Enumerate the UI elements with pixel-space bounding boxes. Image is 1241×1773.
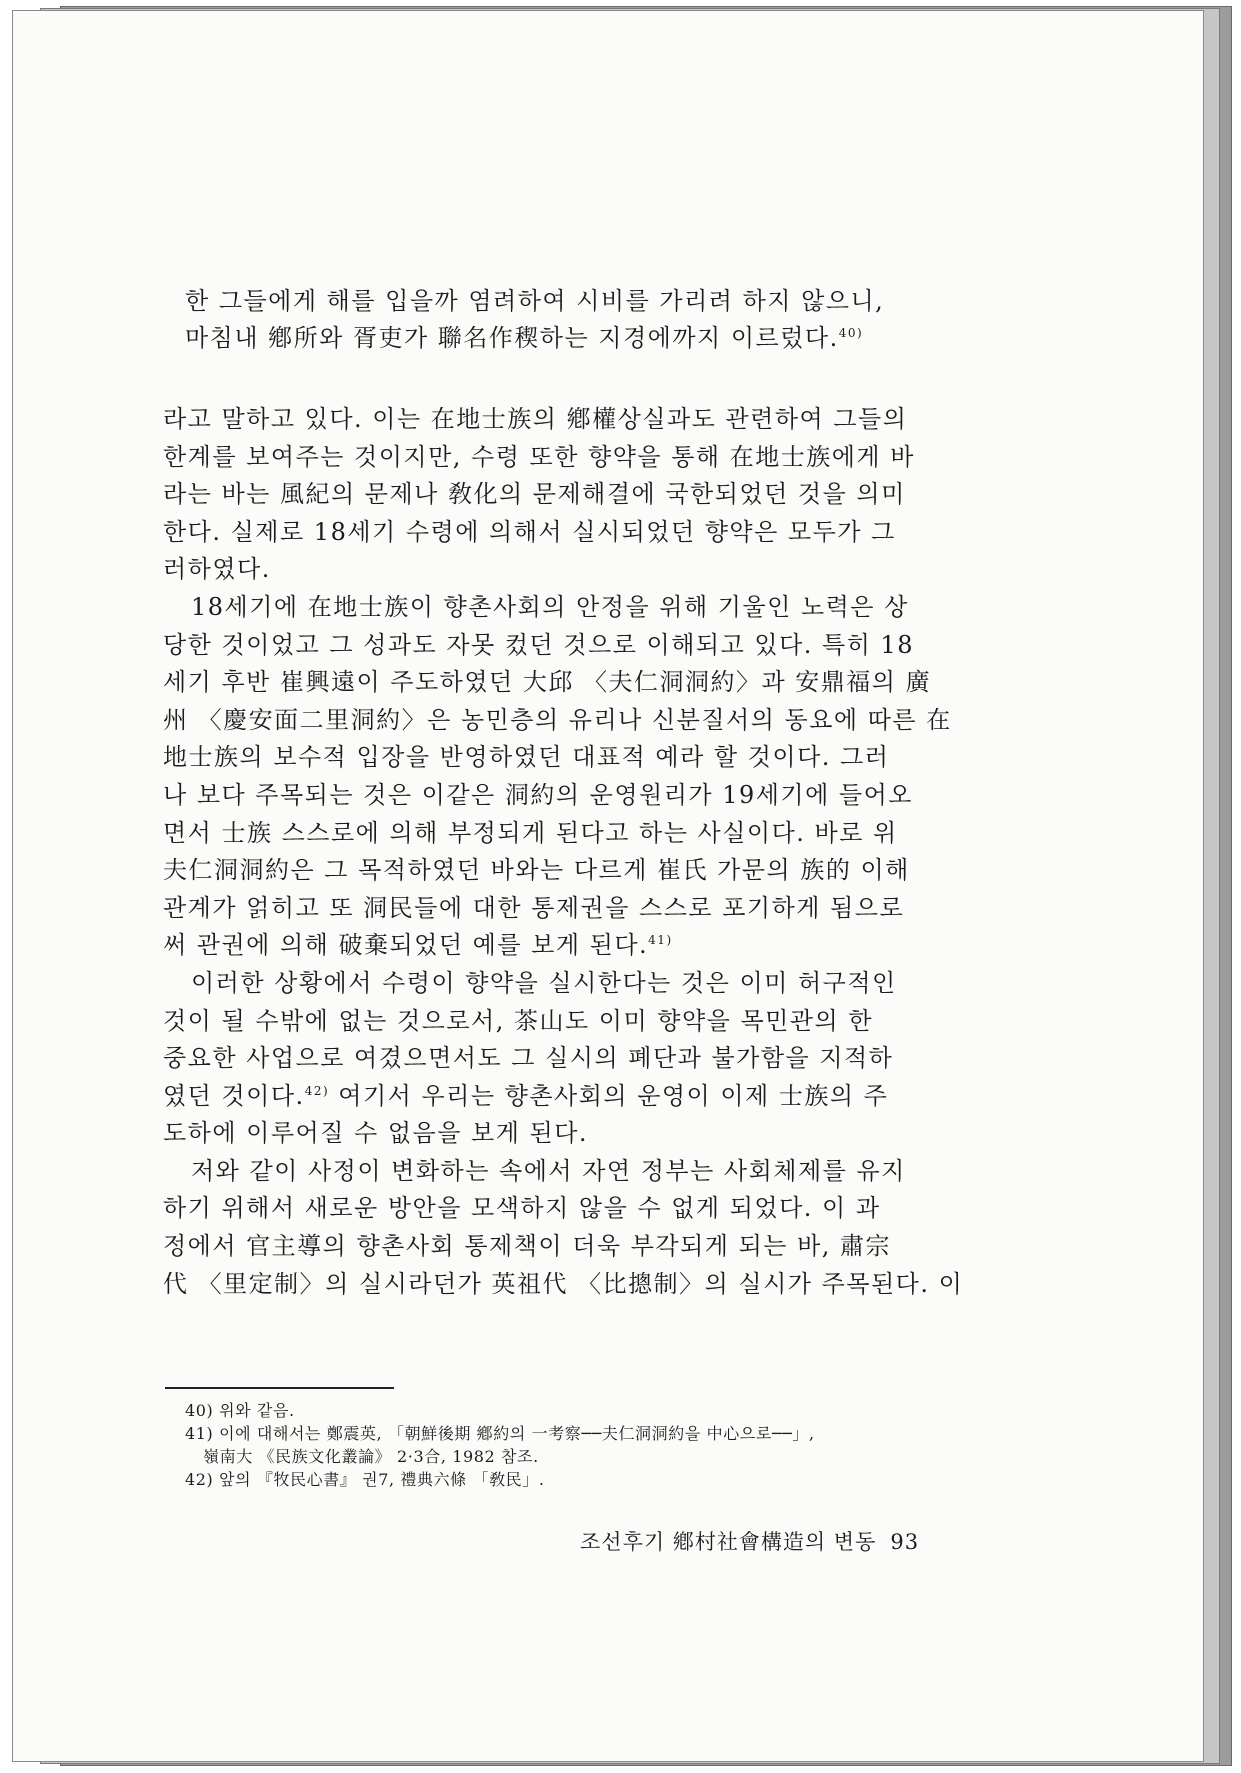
- body-line: 면서 士族 스스로에 의해 부정되게 된다고 하는 사실이다. 바로 위: [163, 818, 898, 847]
- body-line: 중요한 사업으로 여겼으면서도 그 실시의 폐단과 불가함을 지적하: [163, 1044, 894, 1073]
- footnote-divider: [165, 1387, 394, 1389]
- body-line: 관계가 얽히고 또 洞民들에 대한 통제권을 스스로 포기하게 됨으로: [163, 893, 905, 922]
- quote-line: 마침내 鄕所와 胥吏가 聯名作稧하는 지경에까지 이르렀다.$^{40)}$: [185, 324, 864, 352]
- page-number: 93: [890, 1530, 920, 1554]
- body-line: 夫仁洞洞約은 그 목적하였던 바와는 다르게 崔氏 가문의 族的 이해: [163, 856, 910, 885]
- body-line: 당한 것이었고 그 성과도 자못 컸던 것으로 이해되고 있다. 특히 18: [163, 630, 915, 659]
- body-line: 라고 말하고 있다. 이는 在地士族의 鄕權상실과도 관련하여 그들의: [163, 405, 908, 433]
- body-text: [163, 401, 975, 1303]
- body-line: 한다. 실제로 18세기 수령에 의해서 실시되었던 향약은 모두가 그: [163, 517, 896, 546]
- paragraph-start: 18세기에 在地士族이 향촌사회의 안정을 위해 기울인 노력은 상: [191, 592, 909, 621]
- body-line: 였던 것이다.$^{42)}$ 여기서 우리는 향촌사회의 운영이 이제 士族의 주: [163, 1081, 889, 1110]
- footnote-ref-40: 40): [838, 326, 864, 340]
- body-line: 하기 위해서 새로운 방안을 모색하지 않을 수 없게 되었다. 이 과: [163, 1194, 881, 1223]
- footnotes: [185, 1399, 985, 1491]
- body-line: 州 〈慶安面二里洞約〉은 농민층의 유리나 신분질서의 동요에 따른 在: [163, 705, 952, 734]
- paragraph-start: 이러한 상황에서 수령이 향약을 실시한다는 것은 이미 허구적인: [191, 968, 897, 997]
- footnote-40: 40) 위와 같음.: [185, 1401, 295, 1420]
- footnote-ref-42: 42): [304, 1083, 330, 1098]
- footnote-42: 42) 앞의 『牧民心書』 권7, 禮典六條 「敎民」.: [185, 1470, 545, 1489]
- body-line: 세기 후반 崔興遠이 주도하였던 大邱 〈夫仁洞洞約〉과 安鼎福의 廣: [163, 668, 932, 697]
- body-line: 한계를 보여주는 것이지만, 수령 또한 향약을 통해 在地士族에게 바: [163, 442, 915, 471]
- footnote-ref-41: 41): [648, 933, 673, 948]
- quote-line: 한 그들에게 해를 입을까 염려하여 시비를 가리려 하지 않으니,: [185, 287, 885, 315]
- body-line: 나 보다 주목되는 것은 이같은 洞約의 운영원리가 19세기에 들어오: [163, 780, 913, 809]
- body-line: 러하였다.: [163, 555, 271, 584]
- body-line: 代 〈里定制〉의 실시라던가 英祖代 〈比摠制〉의 실시가 주목된다. 이: [163, 1269, 964, 1298]
- running-footer: [580, 1526, 980, 1556]
- block-quote: [185, 283, 975, 357]
- body-line: 地士族의 보수적 입장을 반영하였던 대표적 예라 할 것이다. 그러: [163, 743, 890, 772]
- body-line: 것이 될 수밖에 없는 것으로서, 茶山도 이미 향약을 목민관의 한: [163, 1006, 874, 1035]
- footnote-41: 41) 이에 대해서는 鄭震英, 「朝鮮後期 鄕約의 一考察──夫仁洞洞約을 中心으로──」,: [185, 1424, 815, 1443]
- footnote-41-continued: 嶺南大 《民族文化叢論》 2·3合, 1982 참조.: [203, 1447, 539, 1466]
- running-title: 조선후기 鄕村社會構造의 변동: [580, 1530, 877, 1554]
- body-line: 라는 바는 風紀의 문제나 敎化의 문제해결에 국한되었던 것을 의미: [163, 480, 906, 509]
- paragraph-start: 저와 같이 사정이 변화하는 속에서 자연 정부는 사회체제를 유지: [191, 1156, 906, 1185]
- body-line: 정에서 官主導의 향촌사회 통제책이 더욱 부각되게 되는 바, 肅宗: [163, 1232, 892, 1261]
- body-line: 도하에 이루어질 수 없음을 보게 된다.: [163, 1119, 589, 1148]
- body-line: 써 관권에 의해 破棄되었던 예를 보게 된다.$^{41)}$: [163, 931, 673, 960]
